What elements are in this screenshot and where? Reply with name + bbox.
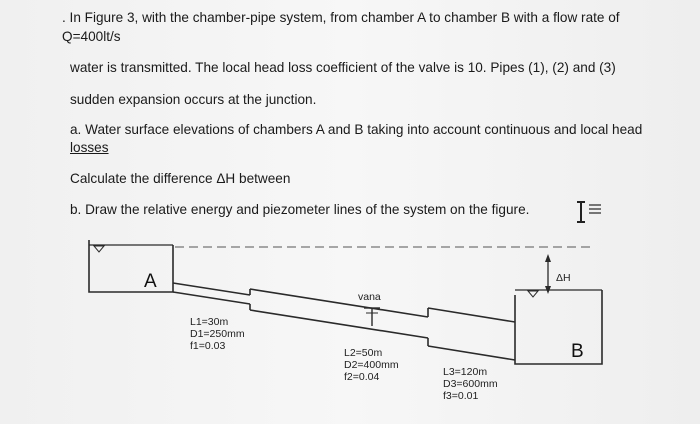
problem-text-line-4: sudden expansion occurs at the junction. [70,92,317,107]
pipe-2-length: L2=50m [344,347,383,359]
pipe-1-length: L1=30m [190,316,229,328]
water-level-symbol-b [528,291,538,297]
chamber-b-wall [515,290,602,364]
pipe-1-friction: f1=0.03 [190,340,226,352]
part-b-line: b. Draw the relative energy and piezometer lines of the system on the figure. [70,202,530,217]
problem-text-line-1: . In Figure 3, with the chamber-pipe system, from chamber A to chamber B with a flow rate of [62,10,620,25]
part-a-line-2: losses [70,140,109,155]
chamber-b-label: B [571,341,584,362]
pipe-2-friction: f2=0.04 [344,371,380,383]
water-level-symbol-a [94,246,104,252]
delta-h-arrow [545,254,551,294]
problem-flow-rate: Q=400lt/s [62,29,121,44]
pipe-3-top [428,308,515,322]
delta-h-label: ΔH [556,272,571,284]
pipe-2-top [250,289,428,317]
pipe-1-diameter: D1=250mm [190,328,245,340]
calculate-line: Calculate the difference ΔH between [70,171,291,186]
part-a-line-1: a. Water surface elevations of chambers A and B taking into account continuous and local head [70,122,643,137]
valve-symbol [364,308,380,326]
pipe-3-bottom [428,346,515,360]
pipe-3-diameter: D3=600mm [443,378,498,390]
pipe-2-diameter: D2=400mm [344,359,399,371]
pipe-3-friction: f3=0.01 [443,390,479,402]
pipe-2-bottom [250,310,428,338]
problem-text-line-3: water is transmitted. The local head loss coefficient of the valve is 10. Pipes (1), (2) and (3) [70,60,616,75]
pipe-3-length: L3=120m [443,366,488,378]
valve-label: vana [358,291,381,303]
chamber-a-wall [89,240,173,292]
chamber-a-label: A [144,271,157,292]
